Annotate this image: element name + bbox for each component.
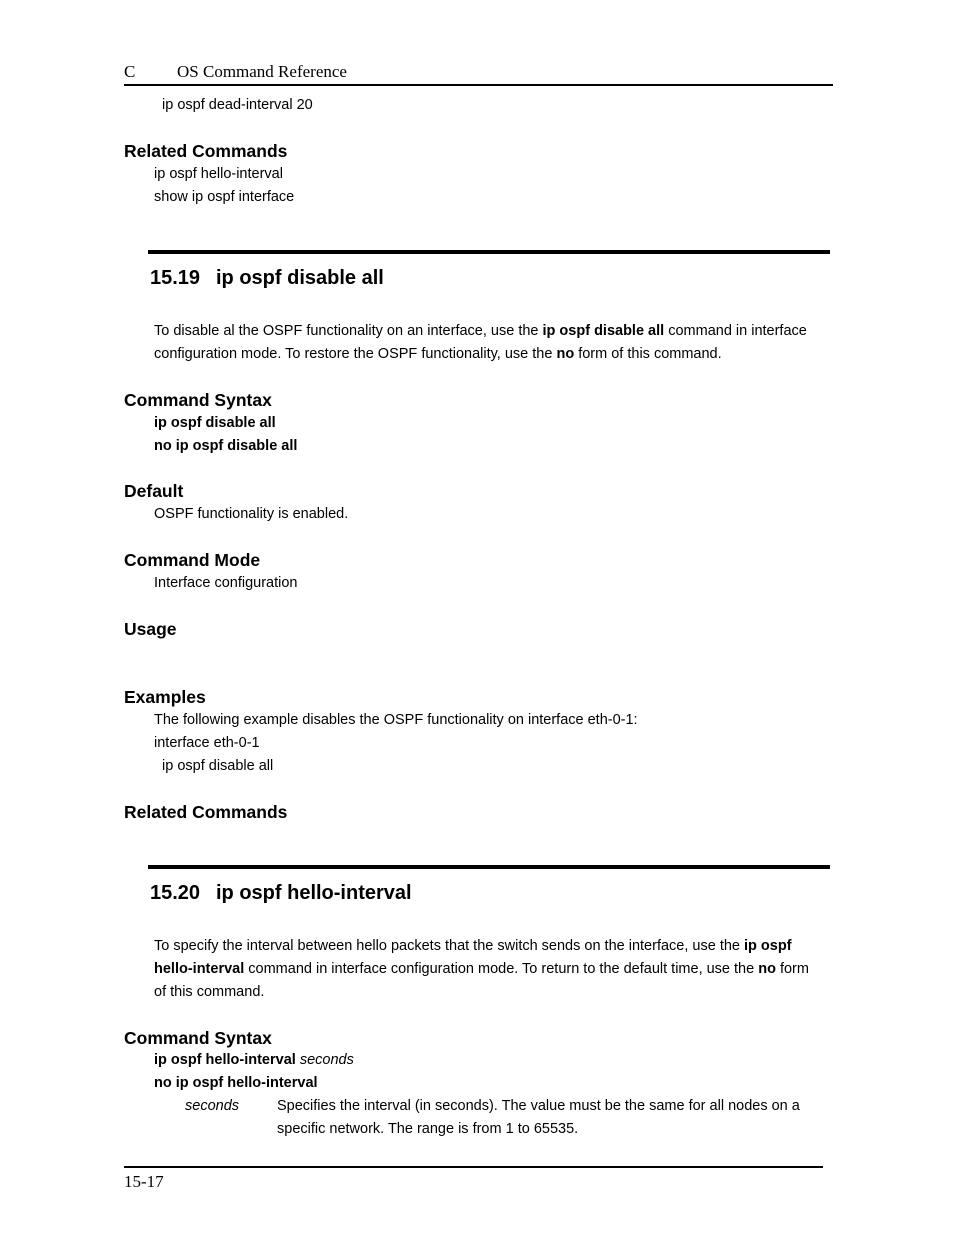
chapter-number-1520: 15.20 [150, 882, 201, 904]
section-heading-default: Default [124, 481, 184, 501]
parameter-name: seconds [185, 1098, 240, 1114]
description-1519-line-1: To disable al the OSPF functionality on an interface, use the ip ospf disable all command in interface [154, 323, 807, 339]
section-heading-usage: Usage [124, 619, 177, 639]
page-number: 15-17 [124, 1172, 164, 1191]
chapter-title-1520: ip ospf hello-interval [216, 882, 412, 904]
related-command-2: show ip ospf interface [154, 189, 295, 205]
header-rule [124, 84, 833, 86]
chapter-rule-1520 [148, 865, 830, 869]
mode-text: Interface configuration [154, 575, 298, 591]
syntax-1520-line-2: no ip ospf hello-interval [154, 1075, 318, 1091]
header-letter: C [124, 62, 136, 81]
chapter-title-1519: ip ospf disable all [216, 267, 384, 289]
description-1520-line-3: of this command. [154, 984, 265, 1000]
example-line-1: The following example disables the OSPF functionality on interface eth-0-1: [154, 712, 638, 728]
section-heading-examples: Examples [124, 687, 206, 707]
section-heading-related-1519: Related Commands [124, 802, 288, 822]
section-heading-syntax-1520: Command Syntax [124, 1028, 272, 1048]
syntax-line-1: ip ospf disable all [154, 415, 276, 431]
example-line-2: interface eth-0-1 [154, 735, 260, 751]
chapter-number-1519: 15.19 [150, 267, 201, 289]
section-heading-related: Related Commands [124, 141, 288, 161]
related-command-1: ip ospf hello-interval [154, 166, 283, 182]
chapter-rule-1519 [148, 250, 830, 254]
syntax-line-2: no ip ospf disable all [154, 438, 298, 454]
description-1519-line-2: configuration mode. To restore the OSPF functionality, use the no form of this command. [154, 346, 722, 362]
section-heading-mode: Command Mode [124, 550, 261, 570]
parameter-description-line-2: specific network. The range is from 1 to 65535. [277, 1121, 579, 1137]
description-1520-line-2: hello-interval command in interface configuration mode. To return to the default time, use the no form [154, 961, 809, 977]
default-text: OSPF functionality is enabled. [154, 506, 349, 522]
syntax-1520-line-1: ip ospf hello-interval seconds [154, 1052, 354, 1068]
example-line-3: ip ospf disable all [162, 758, 274, 774]
code-line: ip ospf dead-interval 20 [162, 97, 313, 113]
header-title: OS Command Reference [177, 62, 347, 81]
section-heading-syntax: Command Syntax [124, 390, 272, 410]
parameter-description-line-1: Specifies the interval (in seconds). The value must be the same for all nodes on a [277, 1098, 800, 1114]
description-1520-line-1: To specify the interval between hello packets that the switch sends on the interface, use the ip ospf [154, 938, 792, 954]
footer-rule [124, 1166, 823, 1168]
